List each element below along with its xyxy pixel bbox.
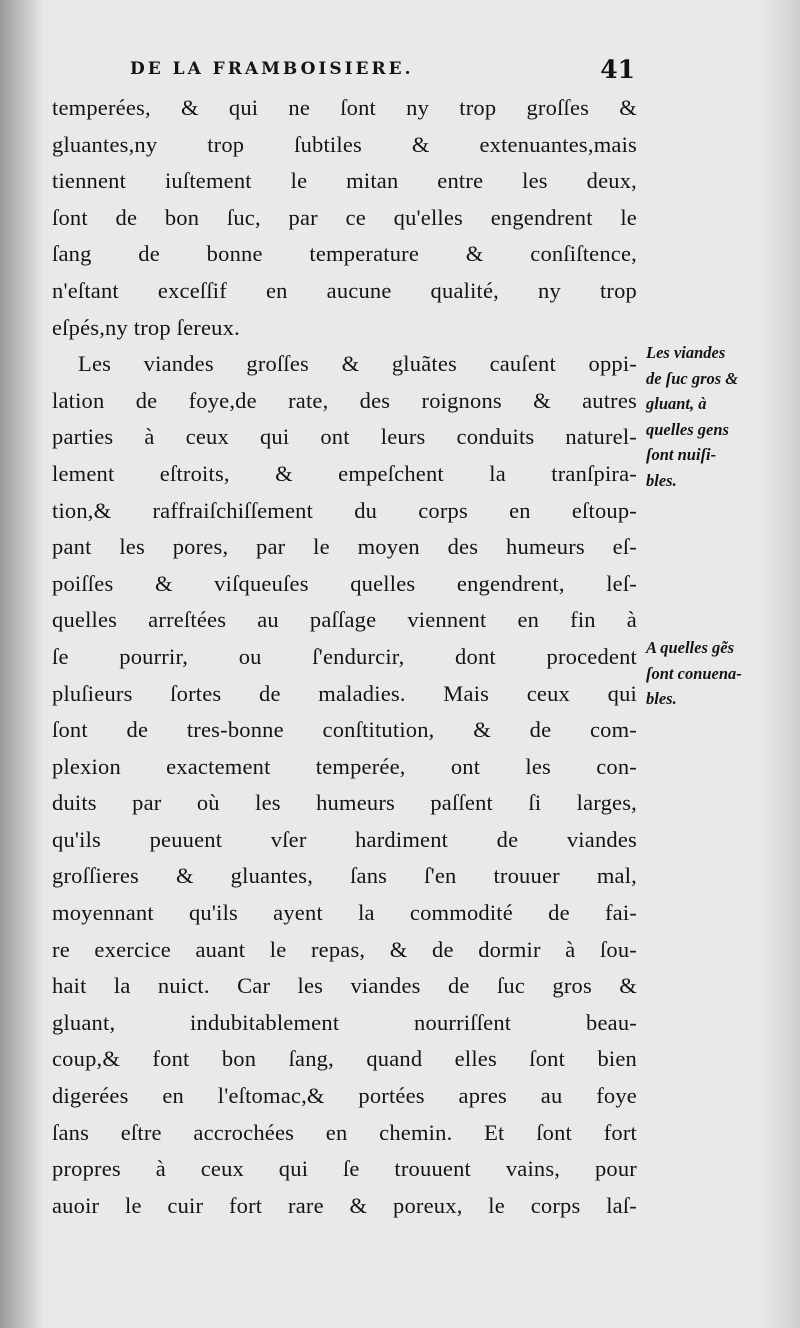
text-line: duits par où les humeurs paſſent ſi larges,	[52, 790, 637, 816]
paragraph-start-line: Les viandes groſſes & gluãtes cauſent oppi-	[78, 351, 637, 377]
text-line: re exercice auant le repas, & de dormir à ſou-	[52, 936, 637, 962]
margin-note-line: bles.	[646, 470, 677, 490]
text-line: pluſieurs ſortes de maladies. Mais ceux qui	[52, 680, 637, 706]
page-header	[130, 55, 635, 89]
text-line: qu'ils peuuent vſer hardiment de viandes	[52, 826, 637, 852]
text-line: poiſſes & viſqueuſes quelles engendrent, leſ-	[52, 570, 637, 596]
running-head: DE LA FRAMBOISIERE.	[130, 59, 414, 79]
text-line: coup,& font bon ſang, quand elles ſont bien	[52, 1046, 637, 1072]
body-text	[52, 90, 637, 1224]
margin-note-line: gluant, à	[646, 394, 707, 413]
text-line: eſpés,ny trop ſereux.	[52, 314, 240, 340]
text-line: quelles arreſtées au paſſage viennent en fin à	[52, 607, 637, 633]
text-line: propres à ceux qui ſe trouuent vains, pour	[52, 1156, 637, 1182]
text-line: gluant, indubitablement nourriſſent beau-	[52, 1009, 637, 1035]
text-line: tion,& raffraiſchiſſement du corps en eſtoup-	[52, 497, 637, 523]
gutter-shadow	[0, 0, 44, 1328]
text-line: lement eſtroits, & empeſchent la tranſpira-	[52, 460, 637, 486]
text-line: digerées en l'eſtomac,& portées apres au foye	[52, 1083, 637, 1109]
text-line: pant les pores, par le moyen des humeurs eſ-	[52, 534, 637, 560]
text-line: moyennant qu'ils ayent la commodité de fai-	[52, 900, 637, 926]
text-line: ſont de tres-bonne conſtitution, & de com-	[52, 717, 637, 743]
margin-note-line: ſont nuiſi-	[646, 445, 717, 464]
margin-note-line: quelles gens	[646, 419, 729, 439]
text-line: ſont de bon ſuc, par ce qu'elles engendrent le	[52, 204, 637, 230]
page-number: 41	[600, 55, 635, 84]
text-line: hait la nuict. Car les viandes de ſuc gros &	[52, 973, 637, 999]
text-line: groſſieres & gluantes, ſans ſ'en trouuer mal,	[52, 863, 637, 889]
text-line: parties à ceux qui ont leurs conduits naturel-	[52, 424, 637, 450]
text-line: auoir le cuir fort rare & poreux, le corps laſ-	[52, 1192, 637, 1218]
text-line: gluantes,ny trop ſubtiles & extenuantes,mais	[52, 131, 637, 157]
margin-note-line: ſont conuena-	[646, 663, 742, 683]
text-line: plexion exactement temperée, ont les con-	[52, 753, 637, 779]
margin-note	[646, 635, 776, 712]
margin-note-line: bles.	[646, 689, 677, 708]
text-line: ſang de bonne temperature & conſiſtence,	[52, 241, 637, 267]
text-line: tiennent iuſtement le mitan entre les deux,	[52, 168, 637, 194]
text-line: ſans eſtre accrochées en chemin. Et ſont fort	[52, 1119, 637, 1145]
text-line: n'eſtant exceſſif en aucune qualité, ny trop	[52, 277, 637, 303]
margin-note-line: Les viandes	[646, 343, 726, 362]
text-line: temperées, & qui ne ſont ny trop groſſes &	[52, 95, 637, 120]
margin-note	[646, 340, 776, 493]
text-line: lation de foye,de rate, des roignons & autres	[52, 387, 637, 413]
margin-note-line: A quelles gẽs	[646, 638, 735, 657]
margin-note-line: de ſuc gros &	[646, 368, 739, 388]
text-line: ſe pourrir, ou ſ'endurcir, dont procedent	[52, 643, 637, 669]
